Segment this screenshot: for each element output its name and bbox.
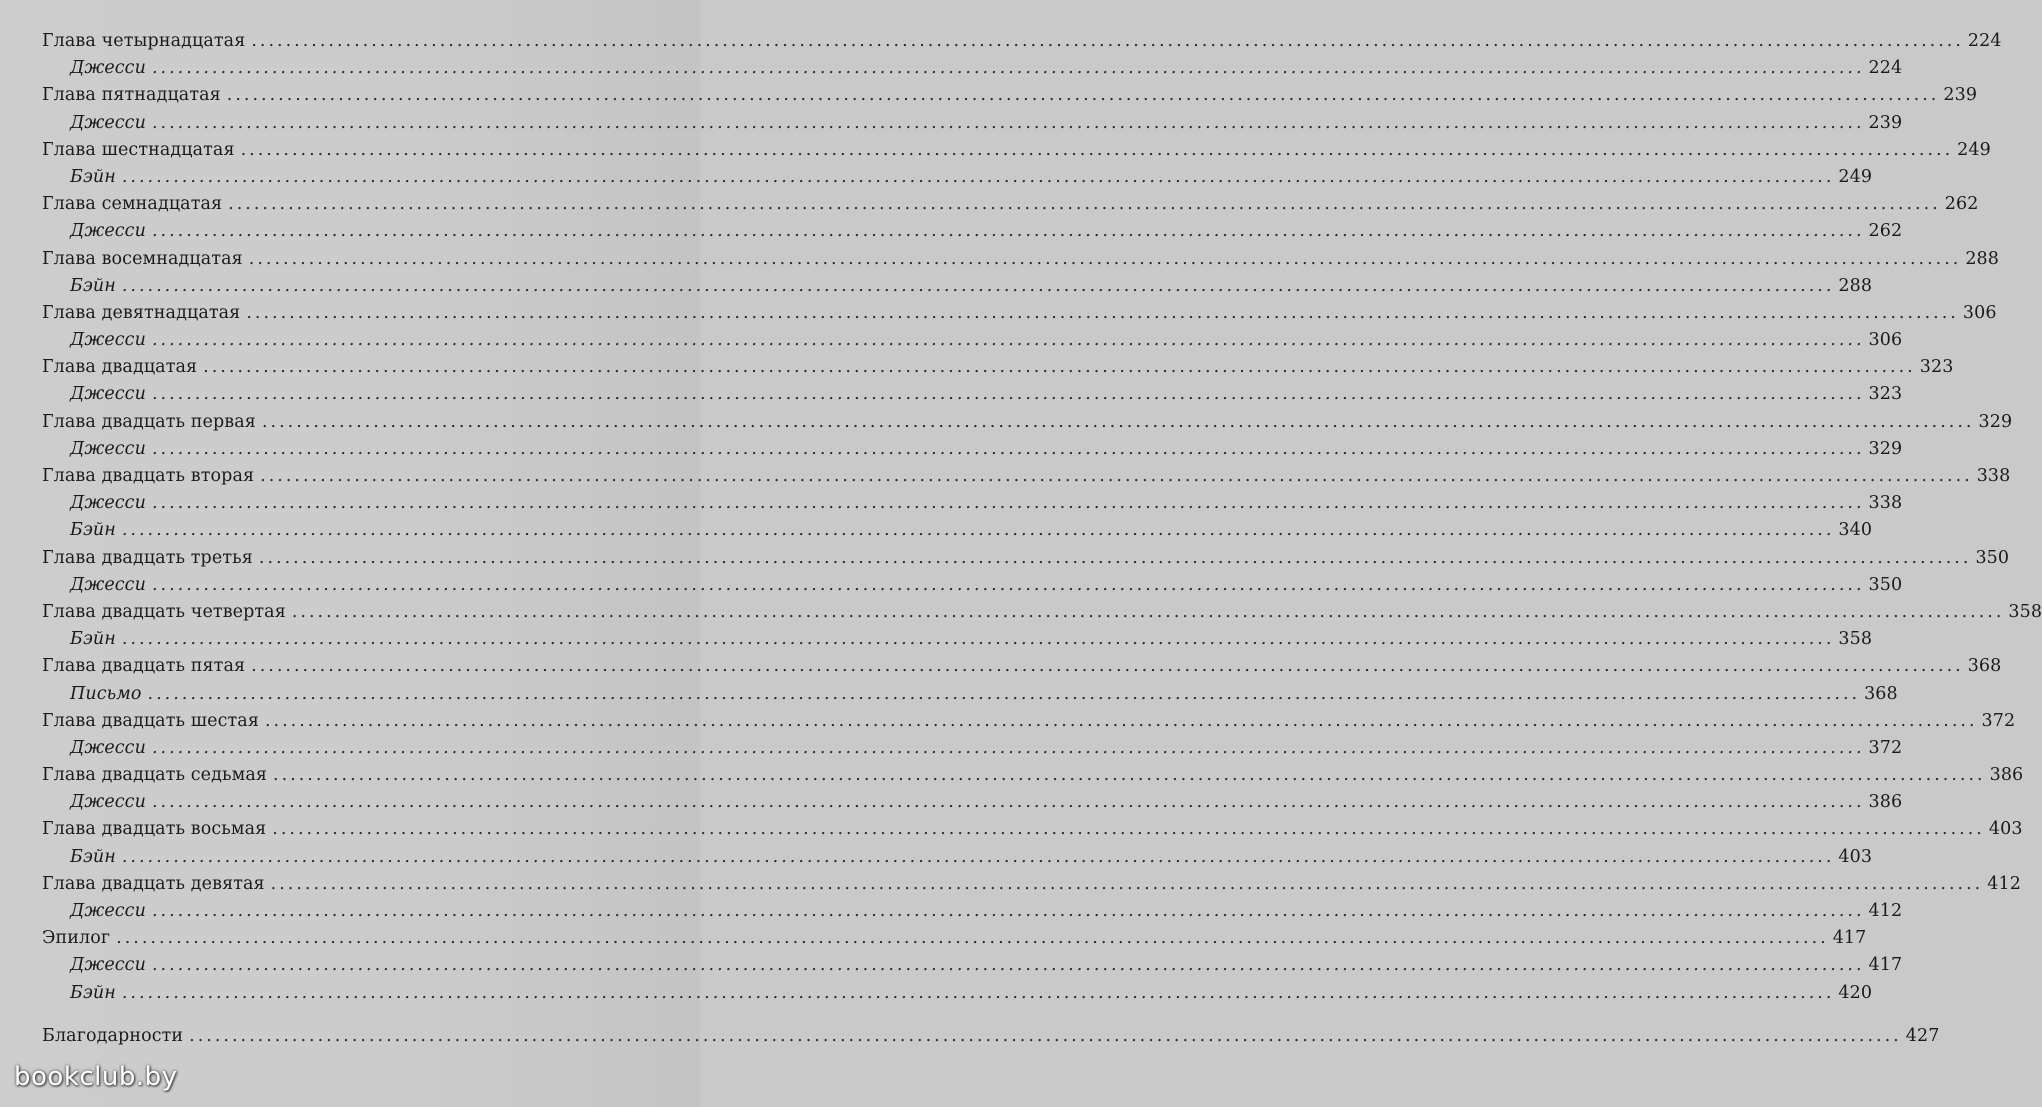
toc-subentry (42, 898, 1903, 925)
toc-entry-page-number: 417 (1832, 928, 1867, 949)
toc-entry-title: Джесси (70, 574, 146, 595)
toc-entry (42, 409, 2013, 436)
toc-subentry (42, 436, 1903, 463)
toc-entry (42, 545, 2010, 572)
toc-subentry (42, 980, 1873, 1007)
dot-leader: ........................................................................................................................................................................................................ (240, 139, 1954, 160)
toc-entry-title: Глава шестнадцатая (42, 139, 235, 160)
toc-entry-title: Бэйн (70, 520, 116, 541)
table-of-contents (42, 28, 2042, 1050)
toc-entry-title: Бэйн (70, 275, 116, 296)
toc-entry-page-number: 323 (1868, 384, 1903, 405)
toc-entry-page-number: 358 (1838, 629, 1873, 650)
toc-entry-page-number: 329 (1868, 438, 1903, 459)
dot-leader: ........................................................................................................................................................................................................ (260, 466, 1973, 486)
dot-leader: ........................................................................................................................................................................................................ (151, 112, 1865, 133)
toc-entry (42, 191, 1979, 218)
toc-entry-title: Джесси (70, 58, 146, 79)
toc-subentry (42, 381, 1903, 408)
dot-leader: ........................................................................................................................................................................................................ (151, 58, 1865, 79)
toc-entry-page-number: 262 (1868, 221, 1903, 242)
toc-entry (42, 82, 1978, 109)
dot-leader: ........................................................................................................................................................................................................ (121, 166, 1835, 187)
toc-subentry (42, 273, 1873, 300)
toc-entry-title: Глава восемнадцатая (42, 248, 243, 269)
dot-leader: ........................................................................................................................................................................................................ (121, 629, 1835, 650)
toc-entry-page-number: 386 (1868, 792, 1903, 813)
toc-entry-title: Бэйн (70, 629, 116, 650)
toc-subentry (42, 110, 1903, 137)
toc-entry-page-number: 249 (1957, 139, 1991, 160)
dot-leader: ........................................................................................................................................................................................................ (151, 384, 1865, 405)
dot-leader: ........................................................................................................................................................................................................ (151, 737, 1865, 758)
toc-entry-page-number: 403 (1988, 819, 2023, 840)
toc-subentry (42, 164, 1873, 191)
toc-subentry (42, 844, 1873, 871)
toc-entry (42, 708, 2016, 735)
toc-entry-page-number: 350 (1868, 574, 1903, 595)
toc-entry-page-number: 386 (1989, 765, 2024, 786)
dot-leader: ........................................................................................................................................................................................................ (151, 955, 1865, 976)
dot-leader: ........................................................................................................................................................................................................ (151, 438, 1865, 459)
toc-entry-page-number: 323 (1919, 357, 1954, 378)
dot-leader: ........................................................................................................................................................................................................ (248, 248, 1962, 269)
dot-leader: ........................................................................................................................................................................................................ (121, 275, 1835, 296)
toc-entry (42, 28, 2002, 55)
toc-entry-title: Джесси (70, 112, 146, 133)
toc-entry-title: Глава девятнадцатая (42, 302, 241, 323)
dot-leader: ........................................................................................................................................................................................................ (273, 765, 1986, 786)
dot-leader: ........................................................................................................................................................................................................ (226, 85, 1940, 106)
toc-entry (42, 1023, 1940, 1050)
toc-subentry (42, 490, 1903, 517)
toc-entry-title: Глава двадцать седьмая (42, 765, 268, 786)
toc-entry-title: Джесси (70, 330, 146, 351)
dot-leader: ........................................................................................................................................................................................................ (151, 493, 1865, 514)
toc-entry-page-number: 372 (1868, 737, 1903, 758)
toc-entry (42, 871, 2021, 898)
toc-entry-title: Бэйн (70, 982, 116, 1003)
toc-subentry (42, 789, 1903, 816)
dot-leader: ........................................................................................................................................................................................................ (228, 194, 1941, 215)
toc-entry-title: Письмо (70, 683, 142, 704)
toc-entry-page-number: 350 (1975, 547, 2010, 568)
toc-entry-page-number: 288 (1965, 248, 2000, 269)
toc-entry-page-number: 338 (1868, 493, 1903, 514)
dot-leader: ........................................................................................................................................................................................................ (151, 574, 1865, 595)
toc-entry-title: Глава пятнадцатая (42, 85, 221, 106)
toc-entry-title: Джесси (70, 493, 146, 514)
dot-leader: ........................................................................................................................................................................................................ (147, 683, 1861, 704)
toc-entry-page-number: 340 (1838, 520, 1873, 541)
dot-leader: ........................................................................................................................................................................................................ (251, 656, 1964, 677)
toc-entry (42, 816, 2023, 843)
dot-leader: ........................................................................................................................................................................................................ (121, 520, 1835, 541)
toc-entry-title: Благодарности (42, 1025, 184, 1046)
dot-leader: ........................................................................................................................................................................................................ (121, 982, 1835, 1003)
toc-entry-page-number: 239 (1868, 112, 1903, 133)
dot-leader: ........................................................................................................................................................................................................ (189, 1025, 1902, 1046)
toc-entry (42, 762, 2024, 789)
toc-entry-page-number: 427 (1905, 1025, 1940, 1046)
dot-leader: ........................................................................................................................................................................................................ (258, 547, 1972, 568)
toc-subentry (42, 55, 1903, 82)
toc-entry-title: Глава двадцать четвертая (42, 601, 286, 622)
toc-entry-title: Глава семнадцатая (42, 194, 223, 215)
toc-subentry (42, 681, 1898, 708)
toc-entry (42, 354, 1954, 381)
toc-entry-page-number: 368 (1864, 683, 1898, 704)
toc-entry-page-number: 403 (1838, 846, 1873, 867)
toc-entry-page-number: 338 (1976, 466, 2011, 486)
toc-entry (42, 463, 2011, 490)
toc-entry-page-number: 417 (1868, 955, 1903, 976)
toc-entry-page-number: 224 (1868, 58, 1903, 79)
toc-entry-title: Джесси (70, 792, 146, 813)
toc-entry-page-number: 329 (1978, 411, 2013, 432)
toc-entry-page-number: 368 (1967, 656, 2002, 677)
toc-entry-title: Джесси (70, 384, 146, 405)
dot-leader: ........................................................................................................................................................................................................ (151, 792, 1865, 813)
toc-entry-page-number: 262 (1944, 194, 1979, 215)
toc-entry-title: Эпилог (42, 928, 111, 949)
toc-entry-title: Глава двадцать вторая (42, 466, 255, 486)
toc-entry-title: Джесси (70, 901, 146, 921)
toc-entry-page-number: 224 (1967, 31, 2002, 51)
dot-leader: ........................................................................................................................................................................................................ (270, 873, 1984, 894)
toc-entry (42, 137, 1991, 164)
dot-leader: ........................................................................................................................................................................................................ (251, 31, 1964, 51)
toc-entry-title: Глава двадцать третья (42, 547, 253, 568)
toc-entry-title: Глава двадцатая (42, 357, 198, 378)
toc-entry-title: Глава двадцать восьмая (42, 819, 267, 840)
dot-leader: ........................................................................................................................................................................................................ (116, 928, 1829, 949)
toc-entry (42, 925, 1867, 952)
toc-entry-title: Бэйн (70, 846, 116, 867)
dot-leader: ........................................................................................................................................................................................................ (264, 710, 1978, 731)
toc-subentry (42, 735, 1903, 762)
toc-entry-title: Джесси (70, 438, 146, 459)
toc-subentry (42, 327, 1903, 354)
toc-entry-page-number: 412 (1868, 901, 1903, 921)
toc-entry (42, 653, 2002, 680)
toc-entry-page-number: 306 (1868, 330, 1903, 351)
toc-entry-page-number: 249 (1838, 166, 1873, 187)
toc-entry-page-number: 412 (1987, 873, 2021, 894)
toc-entry-title: Глава двадцать девятая (42, 873, 265, 894)
toc-subentry (42, 517, 1873, 544)
dot-leader: ........................................................................................................................................................................................................ (291, 601, 2005, 622)
toc-entry-page-number: 288 (1838, 275, 1873, 296)
toc-entry-page-number: 358 (2008, 601, 2042, 622)
toc-subentry (42, 626, 1873, 653)
toc-entry-title: Глава двадцать пятая (42, 656, 246, 677)
toc-subentry (42, 218, 1903, 245)
toc-entry-title: Джесси (70, 955, 146, 976)
dot-leader: ........................................................................................................................................................................................................ (151, 901, 1865, 921)
toc-entry-title: Глава четырнадцатая (42, 31, 246, 51)
toc-entry-page-number: 306 (1962, 302, 1997, 323)
toc-subentry (42, 952, 1903, 979)
toc-entry-title: Джесси (70, 221, 146, 242)
toc-subentry (42, 572, 1903, 599)
watermark: bookclub.by (14, 1062, 178, 1092)
toc-entry (42, 300, 1997, 327)
dot-leader: ........................................................................................................................................................................................................ (151, 221, 1865, 242)
toc-entry (42, 246, 2000, 273)
dot-leader: ........................................................................................................................................................................................................ (261, 411, 1975, 432)
dot-leader: ........................................................................................................................................................................................................ (246, 302, 1959, 323)
dot-leader: ........................................................................................................................................................................................................ (203, 357, 1916, 378)
toc-entry-page-number: 420 (1838, 982, 1873, 1003)
dot-leader: ........................................................................................................................................................................................................ (151, 330, 1865, 351)
toc-entry-page-number: 372 (1981, 710, 2016, 731)
toc-entry-page-number: 239 (1943, 85, 1978, 106)
toc-entry-title: Бэйн (70, 166, 116, 187)
toc-entry-title: Глава двадцать шестая (42, 710, 259, 731)
dot-leader: ........................................................................................................................................................................................................ (121, 846, 1835, 867)
dot-leader: ........................................................................................................................................................................................................ (272, 819, 1985, 840)
toc-entry (42, 599, 2042, 626)
toc-entry-title: Джесси (70, 737, 146, 758)
toc-entry-title: Глава двадцать первая (42, 411, 256, 432)
